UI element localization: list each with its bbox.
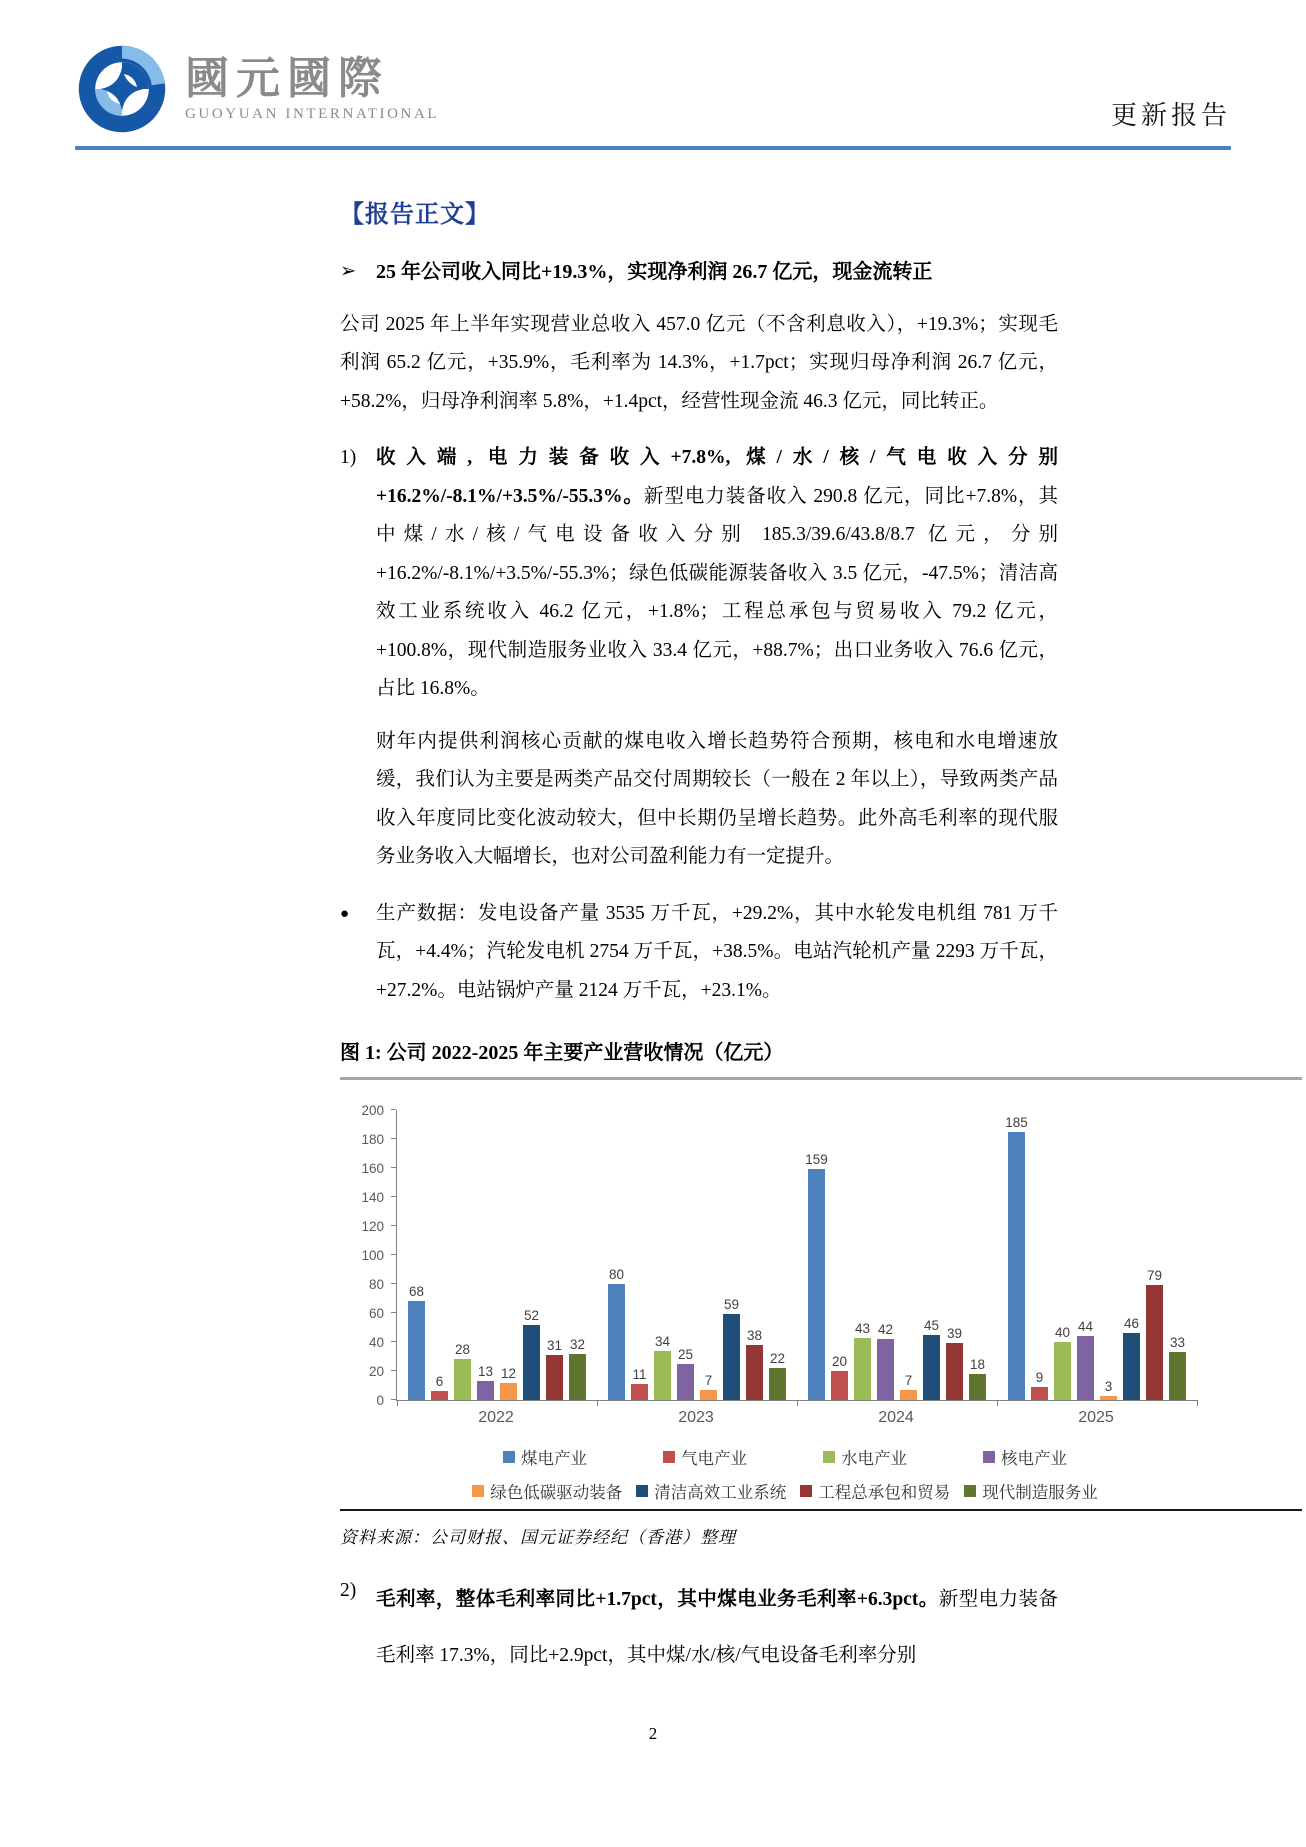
bar-wrap xyxy=(900,1373,917,1400)
bar-wrap xyxy=(700,1373,717,1400)
legend-label: 气电产业 xyxy=(681,1450,747,1468)
dot-bullet-icon: ● xyxy=(340,905,350,922)
x-tick-mark xyxy=(397,1400,398,1406)
bar-value-label: 79 xyxy=(1146,1268,1163,1284)
bar-绿色低碳驱动装备-2023 xyxy=(700,1390,717,1400)
bar-value-label: 6 xyxy=(435,1374,444,1390)
y-tick-label: 140 xyxy=(361,1190,384,1205)
arrow-bullet-icon: ➢ xyxy=(340,261,357,282)
production-data-text: 生产数据：发电设备产量 3535 万千瓦，+29.2%，其中水轮发电机组 781 万千瓦，+4.4%；汽轮发电机 2754 万千瓦，+38.5%。电站汽轮机产量 2293 万千瓦，+27.2%。电站锅炉产量 2124 万千瓦，+23.1%。 xyxy=(376,902,1058,1001)
y-tick-label: 160 xyxy=(361,1161,384,1176)
bar-核电产业-2024 xyxy=(877,1339,894,1400)
legend-label: 现代制造服务业 xyxy=(982,1484,1098,1502)
section-title: 【报告正文】 xyxy=(340,202,490,228)
bar-wrap xyxy=(877,1322,894,1400)
x-category-label: 2022 xyxy=(478,1409,514,1426)
bar-核电产业-2025 xyxy=(1077,1336,1094,1400)
legend-row-1 xyxy=(340,1445,1230,1469)
page-header xyxy=(0,0,1306,150)
bar-wrap xyxy=(454,1342,471,1400)
bar-wrap xyxy=(569,1337,586,1400)
x-category-label: 2023 xyxy=(678,1409,714,1426)
item-2-bold: 毛利率，整体毛利率同比+1.7pct，其中煤电业务毛利率+6.3pct。 xyxy=(376,1589,939,1610)
bar-value-label: 11 xyxy=(632,1367,647,1383)
bar-wrap xyxy=(408,1284,425,1400)
bar-value-label: 3 xyxy=(1104,1378,1113,1394)
bar-value-label: 13 xyxy=(477,1364,494,1380)
legend-item-现代制造服务业 xyxy=(964,1479,1098,1503)
bar-value-label: 18 xyxy=(969,1356,986,1372)
legend-swatch-icon xyxy=(964,1485,976,1497)
bar-绿色低碳驱动装备-2024 xyxy=(900,1390,917,1400)
bar-value-label: 68 xyxy=(408,1284,425,1300)
bar-wrap xyxy=(431,1374,448,1400)
bar-核电产业-2023 xyxy=(677,1364,694,1400)
figure-bottom-divider xyxy=(340,1509,1302,1511)
chart-legend xyxy=(340,1445,1230,1503)
bar-清洁高效工业系统-2025 xyxy=(1123,1333,1140,1400)
bar-工程总承包和贸易-2022 xyxy=(546,1355,563,1400)
bar-group-2024 xyxy=(797,1110,997,1400)
revenue-bar-chart xyxy=(340,1080,1302,1503)
bar-wrap xyxy=(1054,1325,1071,1400)
bar-气电产业-2024 xyxy=(831,1371,848,1400)
bar-value-label: 52 xyxy=(523,1307,540,1323)
report-type-label: 更新报告 xyxy=(1110,101,1231,130)
legend-row-2 xyxy=(340,1479,1230,1503)
y-tick-label: 200 xyxy=(361,1103,384,1118)
chart-y-axis xyxy=(340,1103,396,1408)
bar-水电产业-2025 xyxy=(1054,1342,1071,1400)
bar-工程总承包和贸易-2023 xyxy=(746,1345,763,1400)
bar-group-2023 xyxy=(597,1110,797,1400)
bar-核电产业-2022 xyxy=(477,1381,494,1400)
bar-value-label: 43 xyxy=(854,1320,871,1336)
x-category-label: 2024 xyxy=(878,1409,914,1426)
legend-swatch-icon xyxy=(636,1485,648,1497)
bar-煤电产业-2024 xyxy=(808,1169,825,1400)
logo-text xyxy=(185,55,439,122)
bar-wrap xyxy=(923,1318,940,1400)
bar-value-label: 12 xyxy=(500,1365,517,1381)
x-category-label: 2025 xyxy=(1078,1409,1114,1426)
y-tick-label: 80 xyxy=(368,1277,384,1292)
figure-1 xyxy=(340,1036,1302,1548)
bar-绿色低碳驱动装备-2025 xyxy=(1100,1396,1117,1400)
bar-value-label: 32 xyxy=(569,1336,586,1352)
y-tick-label: 180 xyxy=(361,1132,384,1147)
bar-wrap xyxy=(631,1367,648,1400)
figure-title: 图 1: 公司 2022-2025 年主要产业营收情况（亿元） xyxy=(340,1042,784,1064)
bar-value-label: 46 xyxy=(1123,1316,1140,1332)
paragraph-revenue-summary: 公司 2025 年上半年实现营业总收入 457.0 亿元（不含利息收入），+19.3%；实现毛利润 65.2 亿元，+35.9%，毛利率为 14.3%，+1.7pct；实现归母净利润 26.7 亿元，+58.2%，归母净利润率 5.8%，+1.4pct，经营性现金流 46.3 亿元，同比转正。 xyxy=(340,313,1058,412)
item-1-number: 1) xyxy=(340,447,357,468)
logo-name-en: GUOYUAN INTERNATIONAL xyxy=(185,105,440,122)
bar-group-2022 xyxy=(397,1110,597,1400)
chart-x-axis xyxy=(396,1409,1196,1427)
bar-wrap xyxy=(1169,1335,1186,1400)
bar-煤电产业-2022 xyxy=(408,1301,425,1400)
bar-工程总承包和贸易-2025 xyxy=(1146,1285,1163,1400)
x-tick-mark xyxy=(1197,1400,1198,1406)
x-tick-mark xyxy=(597,1400,598,1406)
bar-绿色低碳驱动装备-2022 xyxy=(500,1383,517,1400)
report-body xyxy=(340,194,1186,1684)
bar-wrap xyxy=(746,1328,763,1400)
guoyuan-logo xyxy=(75,42,439,136)
bar-气电产业-2022 xyxy=(431,1391,448,1400)
key-point-text: 25 年公司收入同比+19.3%，实现净利润 26.7 亿元，现金流转正 xyxy=(376,261,933,283)
bar-wrap xyxy=(608,1267,625,1400)
bar-wrap xyxy=(654,1334,671,1400)
bar-wrap xyxy=(969,1357,986,1400)
legend-item-气电产业 xyxy=(663,1445,747,1469)
bar-value-label: 22 xyxy=(769,1351,786,1367)
bar-wrap xyxy=(1005,1114,1028,1400)
bar-wrap xyxy=(854,1321,871,1400)
bar-value-label: 34 xyxy=(654,1333,671,1349)
legend-item-煤电产业 xyxy=(503,1445,587,1469)
bar-value-label: 31 xyxy=(546,1338,563,1354)
legend-item-水电产业 xyxy=(823,1445,907,1469)
bar-value-label: 33 xyxy=(1169,1335,1186,1351)
item-2-number: 2) xyxy=(340,1580,357,1601)
bar-value-label: 39 xyxy=(946,1326,963,1342)
item-1-bold: 收入端, 电力装备收入+7.8%, 煤/水/核/气电收入分别+16.2%/-8.1%/+3.5%/-55.3%。 xyxy=(376,447,1058,507)
legend-label: 绿色低碳驱动装备 xyxy=(490,1484,623,1502)
y-tick-label: 120 xyxy=(361,1219,384,1234)
bar-现代制造服务业-2022 xyxy=(569,1354,586,1400)
bar-煤电产业-2023 xyxy=(608,1284,625,1400)
bar-value-label: 20 xyxy=(831,1354,848,1369)
bar-现代制造服务业-2025 xyxy=(1169,1352,1186,1400)
bar-wrap xyxy=(1146,1268,1163,1400)
numbered-item-1 xyxy=(340,439,1058,709)
legend-swatch-icon xyxy=(983,1451,995,1463)
chart-plot-area xyxy=(396,1110,1197,1401)
legend-item-核电产业 xyxy=(983,1445,1067,1469)
bar-现代制造服务业-2023 xyxy=(769,1368,786,1400)
x-tick-mark xyxy=(797,1400,798,1406)
bar-现代制造服务业-2024 xyxy=(969,1374,986,1400)
bar-清洁高效工业系统-2023 xyxy=(723,1314,740,1400)
bar-value-label: 28 xyxy=(454,1342,471,1358)
bar-group-2025 xyxy=(997,1110,1197,1400)
figure-source: 资料来源：公司财报、国元证券经纪（香港）整理 xyxy=(340,1528,736,1547)
bar-value-label: 80 xyxy=(608,1267,625,1282)
bar-煤电产业-2025 xyxy=(1008,1132,1025,1400)
paragraph-analysis: 财年内提供利润核心贡献的煤电收入增长趋势符合预期，核电和水电增速放缓，我们认为主要是两类产品交付周期较长（一般在 2 年以上），导致两类产品收入年度同比变化波动较大，但中长期仍呈增长趋势。此外高毛利率的现代服务业务收入大幅增长，也对公司盈利能力有一定提升。 xyxy=(376,730,1058,867)
bar-wrap xyxy=(677,1347,694,1400)
legend-swatch-icon xyxy=(800,1485,812,1497)
bar-value-label: 25 xyxy=(677,1346,694,1362)
logo-name-cn: 國元國際 xyxy=(185,54,389,104)
bar-wrap xyxy=(1077,1319,1094,1400)
item-1-rest: 新型电力装备收入 290.8 亿元，同比+7.8%，其中煤/水/核/气电设备收入分别 185.3/39.6/43.8/8.7 亿元，分别+16.2%/-8.1%/+3.5%/-55.3%；绿色低碳能源装备收入 3.5 亿元，-47.5%；清洁高效工业系统收入 46.2 亿元，+1.8%；工程总承包与贸易收入 79.2 亿元，+100.8%，现代制造服务业收入 33.4 亿元，+88.7%；出口业务收入 76.6 亿元，占比 16.8%。 xyxy=(376,485,1058,699)
item-2-text xyxy=(376,1572,1058,1684)
guoyuan-logo-icon xyxy=(75,42,169,136)
legend-label: 煤电产业 xyxy=(521,1450,587,1468)
bar-value-label: 44 xyxy=(1077,1319,1094,1335)
bar-value-label: 7 xyxy=(704,1372,713,1388)
bar-wrap xyxy=(523,1308,540,1400)
bar-value-label: 42 xyxy=(877,1322,894,1338)
legend-label: 核电产业 xyxy=(1001,1450,1067,1468)
bar-value-label: 38 xyxy=(746,1327,763,1343)
bar-value-label: 59 xyxy=(723,1297,740,1313)
bar-value-label: 40 xyxy=(1054,1325,1071,1340)
bar-wrap xyxy=(477,1364,494,1400)
legend-swatch-icon xyxy=(663,1451,675,1463)
bar-wrap xyxy=(769,1351,786,1400)
bar-气电产业-2025 xyxy=(1031,1387,1048,1400)
bar-清洁高效工业系统-2024 xyxy=(923,1335,940,1400)
legend-swatch-icon xyxy=(503,1451,515,1463)
bar-工程总承包和贸易-2024 xyxy=(946,1343,963,1400)
bar-value-label: 7 xyxy=(904,1372,913,1388)
bar-wrap xyxy=(500,1366,517,1400)
bar-wrap xyxy=(831,1354,848,1400)
bar-wrap xyxy=(723,1297,740,1400)
legend-label: 清洁高效工业系统 xyxy=(654,1484,787,1502)
bar-清洁高效工业系统-2022 xyxy=(523,1325,540,1400)
bar-wrap xyxy=(946,1326,963,1400)
legend-label: 工程总承包和贸易 xyxy=(818,1484,951,1502)
production-data-item xyxy=(340,895,1058,1011)
bar-水电产业-2024 xyxy=(854,1338,871,1400)
legend-item-清洁高效工业系统 xyxy=(636,1479,786,1503)
bar-wrap xyxy=(805,1152,828,1400)
legend-swatch-icon xyxy=(823,1451,835,1463)
bar-气电产业-2023 xyxy=(631,1384,648,1400)
key-point-item xyxy=(340,253,1058,292)
bar-wrap xyxy=(1031,1370,1048,1400)
page-number: 2 xyxy=(648,1724,658,1743)
legend-label: 水电产业 xyxy=(841,1450,907,1468)
bar-wrap xyxy=(1100,1379,1117,1400)
bar-value-label: 9 xyxy=(1035,1369,1044,1385)
item-2-rest: 新型电力装备毛利率 17.3%，同比+2.9pct，其中煤/水/核/气电设备毛利率分别 xyxy=(376,1589,1058,1666)
numbered-item-2 xyxy=(340,1572,1058,1684)
bar-value-label: 159 xyxy=(805,1152,828,1168)
bar-水电产业-2022 xyxy=(454,1359,471,1400)
page-footer xyxy=(0,1724,1306,1744)
legend-item-工程总承包和贸易 xyxy=(800,1479,950,1503)
bar-水电产业-2023 xyxy=(654,1351,671,1400)
y-tick-label: 100 xyxy=(361,1248,384,1263)
y-tick-label: 60 xyxy=(368,1306,384,1321)
bar-value-label: 185 xyxy=(1005,1114,1028,1130)
bar-value-label: 45 xyxy=(923,1317,940,1333)
bar-wrap xyxy=(1123,1316,1140,1400)
item-1-text xyxy=(376,439,1058,709)
legend-swatch-icon xyxy=(472,1485,484,1497)
x-tick-mark xyxy=(997,1400,998,1406)
bar-wrap xyxy=(546,1338,563,1400)
legend-item-绿色低碳驱动装备 xyxy=(472,1479,622,1503)
y-tick-label: 0 xyxy=(376,1393,384,1408)
header-divider xyxy=(75,146,1231,150)
y-tick-label: 20 xyxy=(368,1364,384,1379)
y-tick-label: 40 xyxy=(368,1335,384,1350)
